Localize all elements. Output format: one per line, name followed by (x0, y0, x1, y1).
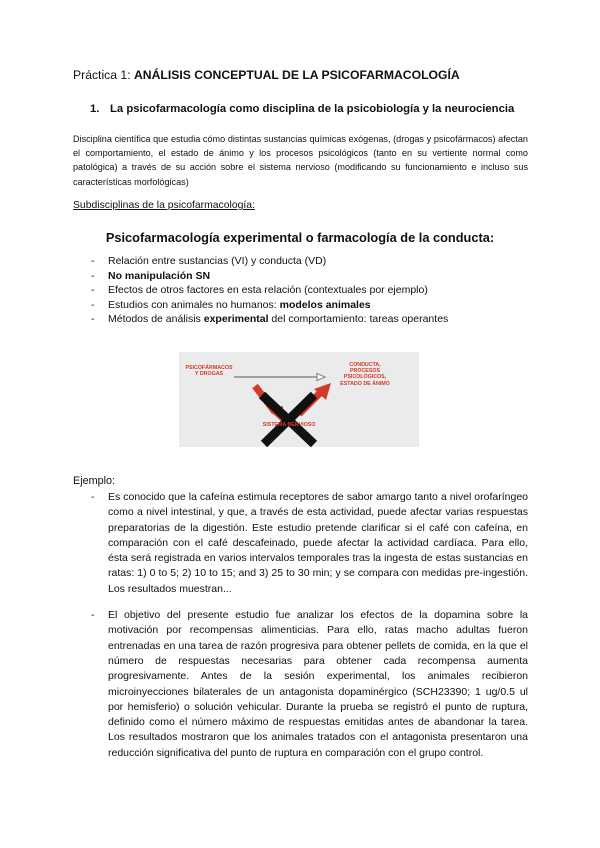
page-title (73, 68, 460, 82)
feature-list (73, 254, 533, 327)
diagram-right-label-text: CONDUCTA, PROCESOS PSICOLÓGICOS, ESTADO DE ÁNIMO (340, 362, 390, 387)
list-item-text: Estudios con animales no humanos: (108, 298, 280, 311)
diagram-bottom-label (249, 422, 329, 428)
diagram-left-label-text: PSICOFÁRMACOS Y DROGAS (185, 365, 233, 378)
example-label: Ejemplo: (73, 475, 116, 487)
list-item-text: Métodos de análisis (108, 313, 204, 326)
diagram-bottom-label-text: SISTEMA NERVIOSO (262, 422, 316, 428)
list-item-text-post: del comportamiento: tareas operantes (268, 313, 449, 326)
list-item (73, 283, 533, 298)
section-heading (90, 103, 514, 115)
list-item (73, 312, 533, 327)
pharmacology-diagram (179, 352, 419, 447)
section-number: 1. (90, 103, 100, 115)
section-heading-text: La psicofarmacología como disciplina de la psicobiología y la neurociencia (110, 103, 515, 115)
list-item-text: Relación entre sustancias (VI) y conducta (VD) (108, 255, 327, 267)
list-item (73, 269, 533, 284)
list-item-bold: experimental (203, 313, 269, 326)
list-item-text: No manipulación SN (108, 269, 211, 282)
example-list (73, 490, 528, 761)
diagram-left-label (181, 365, 237, 377)
list-item (73, 254, 533, 269)
top-arrow-head (317, 374, 325, 381)
list-item-text: Efectos de otros factores en esta relación (contextuales por ejemplo) (108, 284, 428, 297)
subdisciplines-label: Subdisciplinas de la psicofarmacología: (73, 200, 255, 211)
intro-paragraph: Disciplina científica que estudia cómo distintas sustancias químicas exógenas, (drogas y psicofármacos) afectan el comportamiento, el estado de ánimo y los procesos psicológicos (tanto en su vertiente normal como patológica) a través de su acción sobre el sistema nervioso (modificando su funcionamiento e incluso sus características morfológicas) (73, 134, 528, 187)
example-item: - Es conocido que la cafeína estimula receptores de sabor amargo tanto a nivel orofaríngeo como a nivel intestinal, y que, a través de esta actividad, puede afectar varias respuestas preparatorias de la digestión. Este estudio pretende clarificar si el café con cafeína, en comparación con el café descafeinado, puede afectar la actividad cardíaca. Para ello, ésta será registrada en varios intervalos temporales tras la ingesta de estas sustancias en ratas: 1) 0 to 5; 2) 10 to 15; and 3) 25 to 30 min; y se compara con medidas pre-ingestión. Los resultados muestran... (73, 490, 528, 597)
title-main: ANÁLISIS CONCEPTUAL DE LA PSICOFARMACOLOGÍA (133, 68, 460, 82)
list-item-bold: modelos animales (279, 298, 371, 311)
subdiscipline-title: Psicofarmacología experimental o farmacología de la conducta: (105, 230, 495, 245)
list-item (73, 298, 533, 313)
example-item: - El objetivo del presente estudio fue analizar los efectos de la dopamina sobre la motivación por recompensas alimenticias. Para ello, ratas macho adultas fueron entrenadas en una tarea de razón progresiva para obtener pellets de comida, en la que el número de respuestas necesarias para obtener cada recompensa aumenta progresivamente. Antes de la sesión experimental, los animales recibieron microinyecciones bilaterales de un antagonista dopaminérgico (SCH23390; 1 ug/0.5 ul por hemisferio) o solución vehicular. Durante la prueba se registró el punto de ruptura, definido como el número máximo de respuestas emitidas antes de abandonar la tarea. Los resultados mostraron que los animales tratados con el antagonista presentaron una reducción significativa del punto de ruptura en comparación con el grupo control. (73, 608, 528, 761)
title-prefix: Práctica 1: (73, 68, 134, 82)
diagram-right-label (325, 362, 405, 387)
